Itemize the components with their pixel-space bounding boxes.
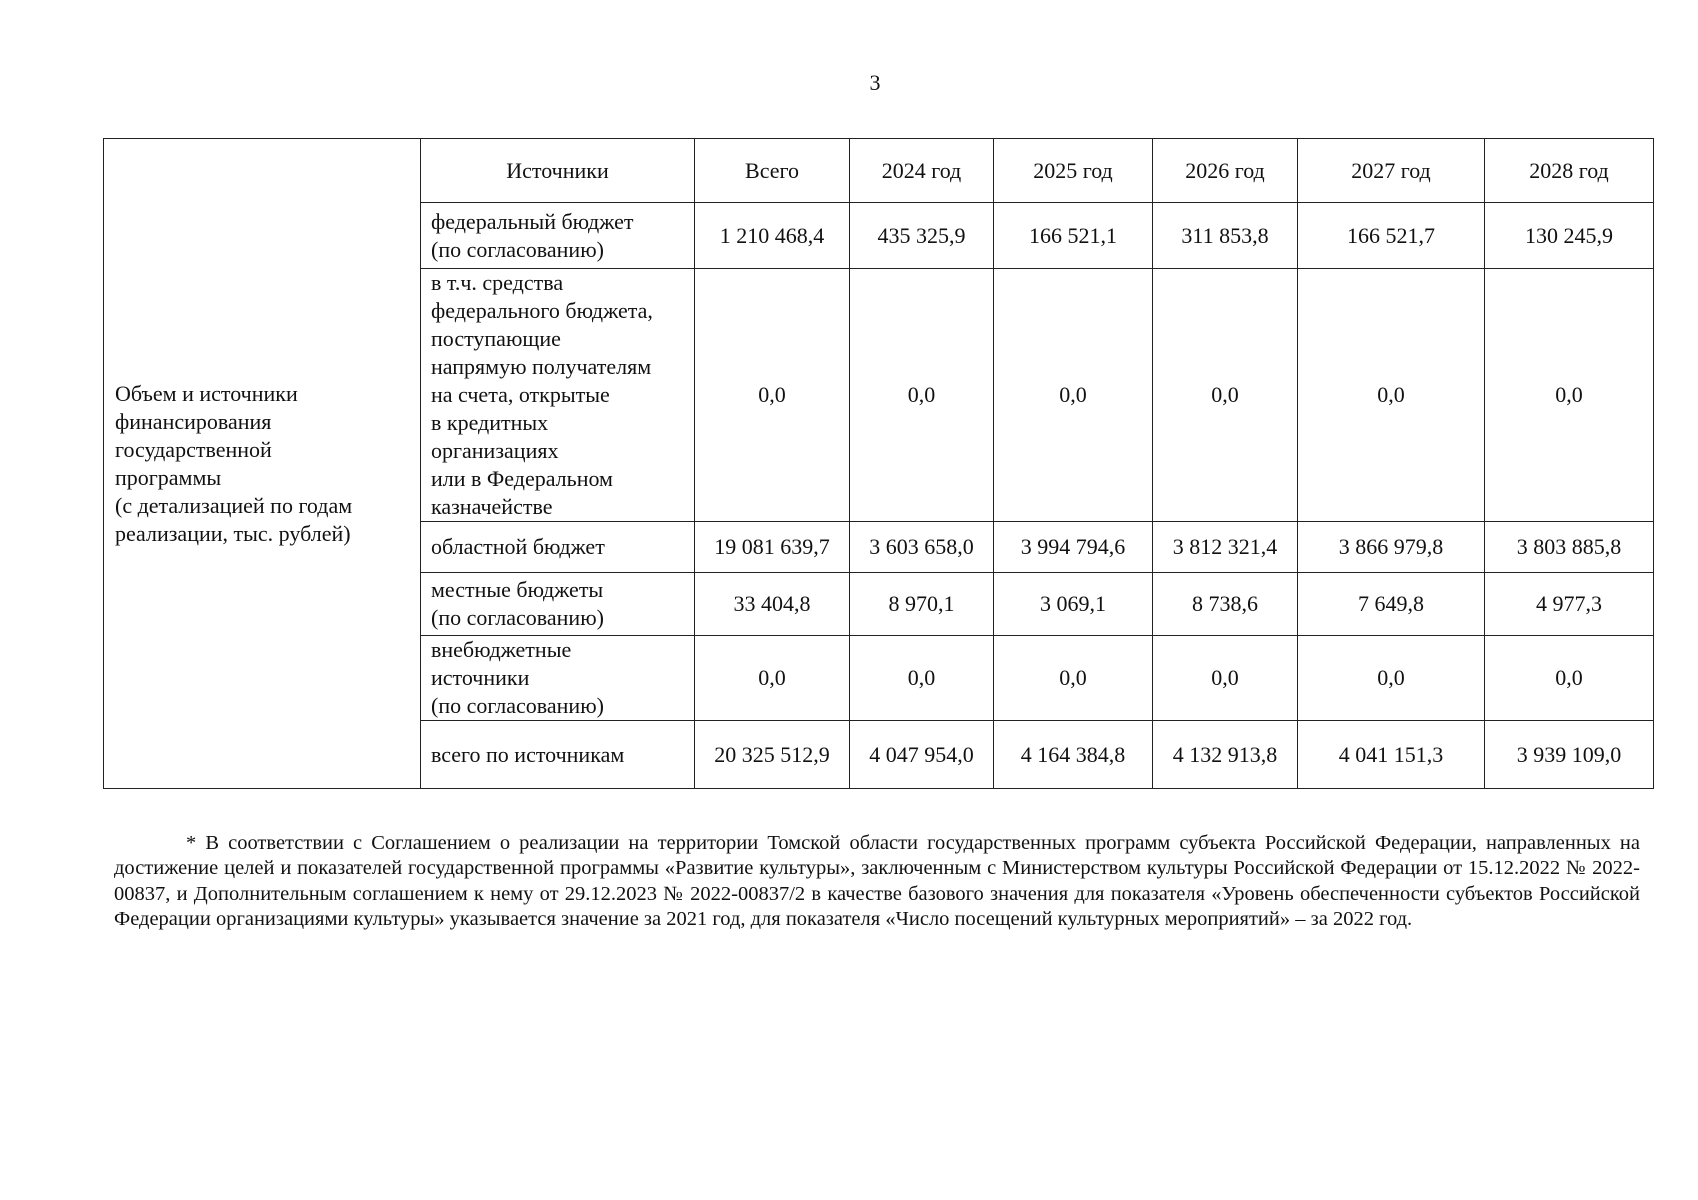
value-cell: 8 970,1 (850, 573, 994, 636)
value-cell: 435 325,9 (850, 203, 994, 269)
value-cell: 3 812 321,4 (1153, 522, 1298, 573)
value-cell: 166 521,7 (1298, 203, 1485, 269)
value-cell: 0,0 (850, 636, 994, 721)
value-cell: 3 866 979,8 (1298, 522, 1485, 573)
value-cell: 0,0 (1153, 269, 1298, 522)
value-cell: 0,0 (994, 636, 1153, 721)
row-label-cell: Объем и источники финансирования государственной программы (с детализацией по годам реализации, тыс. рублей) (104, 139, 421, 789)
value-cell: 8 738,6 (1153, 573, 1298, 636)
value-cell: 3 994 794,6 (994, 522, 1153, 573)
footnote: * В соответствии с Соглашением о реализации на территории Томской области государственных программ субъекта Российской Федерации, направленных на достижение целей и показателей государственной программы «Развитие культуры», заключенным с Министерством культуры Российской Федерации от 15.12.2022 № 2022-00837, и Дополнительным соглашением к нему от 29.12.2023 № 2022-00837/2 в качестве базового значения для показателя «Уровень обеспеченности субъектов Российской Федерации организациями культуры» указывается значение за 2021 год, для показателя «Число посещений культурных мероприятий» – за 2022 год. (114, 831, 1640, 930)
financing-table (103, 138, 1654, 789)
header-2024: 2024 год (850, 139, 994, 203)
source-cell: внебюджетные источники (по согласованию) (421, 636, 695, 721)
value-cell: 4 132 913,8 (1153, 721, 1298, 789)
value-cell: 1 210 468,4 (695, 203, 850, 269)
source-cell: в т.ч. средства федерального бюджета, поступающие напрямую получателям на счета, открытые в кредитных организациях или в Федеральном казначействе (421, 269, 695, 522)
value-cell: 4 047 954,0 (850, 721, 994, 789)
value-cell: 3 939 109,0 (1485, 721, 1654, 789)
value-cell: 4 164 384,8 (994, 721, 1153, 789)
source-cell: местные бюджеты (по согласованию) (421, 573, 695, 636)
value-cell: 0,0 (1298, 636, 1485, 721)
value-cell: 3 803 885,8 (1485, 522, 1654, 573)
value-cell: 311 853,8 (1153, 203, 1298, 269)
value-cell: 0,0 (850, 269, 994, 522)
header-2026: 2026 год (1153, 139, 1298, 203)
value-cell: 33 404,8 (695, 573, 850, 636)
value-cell: 166 521,1 (994, 203, 1153, 269)
value-cell: 130 245,9 (1485, 203, 1654, 269)
value-cell: 4 041 151,3 (1298, 721, 1485, 789)
header-sources: Источники (421, 139, 695, 203)
value-cell: 0,0 (695, 636, 850, 721)
header-2028: 2028 год (1485, 139, 1654, 203)
value-cell: 0,0 (1485, 269, 1654, 522)
value-cell: 0,0 (1298, 269, 1485, 522)
value-cell: 0,0 (994, 269, 1153, 522)
value-cell: 3 069,1 (994, 573, 1153, 636)
page-number: 3 (869, 70, 881, 95)
value-cell: 0,0 (1485, 636, 1654, 721)
value-cell: 19 081 639,7 (695, 522, 850, 573)
value-cell: 0,0 (1153, 636, 1298, 721)
value-cell: 7 649,8 (1298, 573, 1485, 636)
header-total: Всего (695, 139, 850, 203)
value-cell: 20 325 512,9 (695, 721, 850, 789)
source-cell: всего по источникам (421, 721, 695, 789)
source-cell: федеральный бюджет (по согласованию) (421, 203, 695, 269)
value-cell: 4 977,3 (1485, 573, 1654, 636)
table-header-row (104, 139, 1654, 203)
source-cell: областной бюджет (421, 522, 695, 573)
header-2027: 2027 год (1298, 139, 1485, 203)
value-cell: 0,0 (695, 269, 850, 522)
value-cell: 3 603 658,0 (850, 522, 994, 573)
header-2025: 2025 год (994, 139, 1153, 203)
